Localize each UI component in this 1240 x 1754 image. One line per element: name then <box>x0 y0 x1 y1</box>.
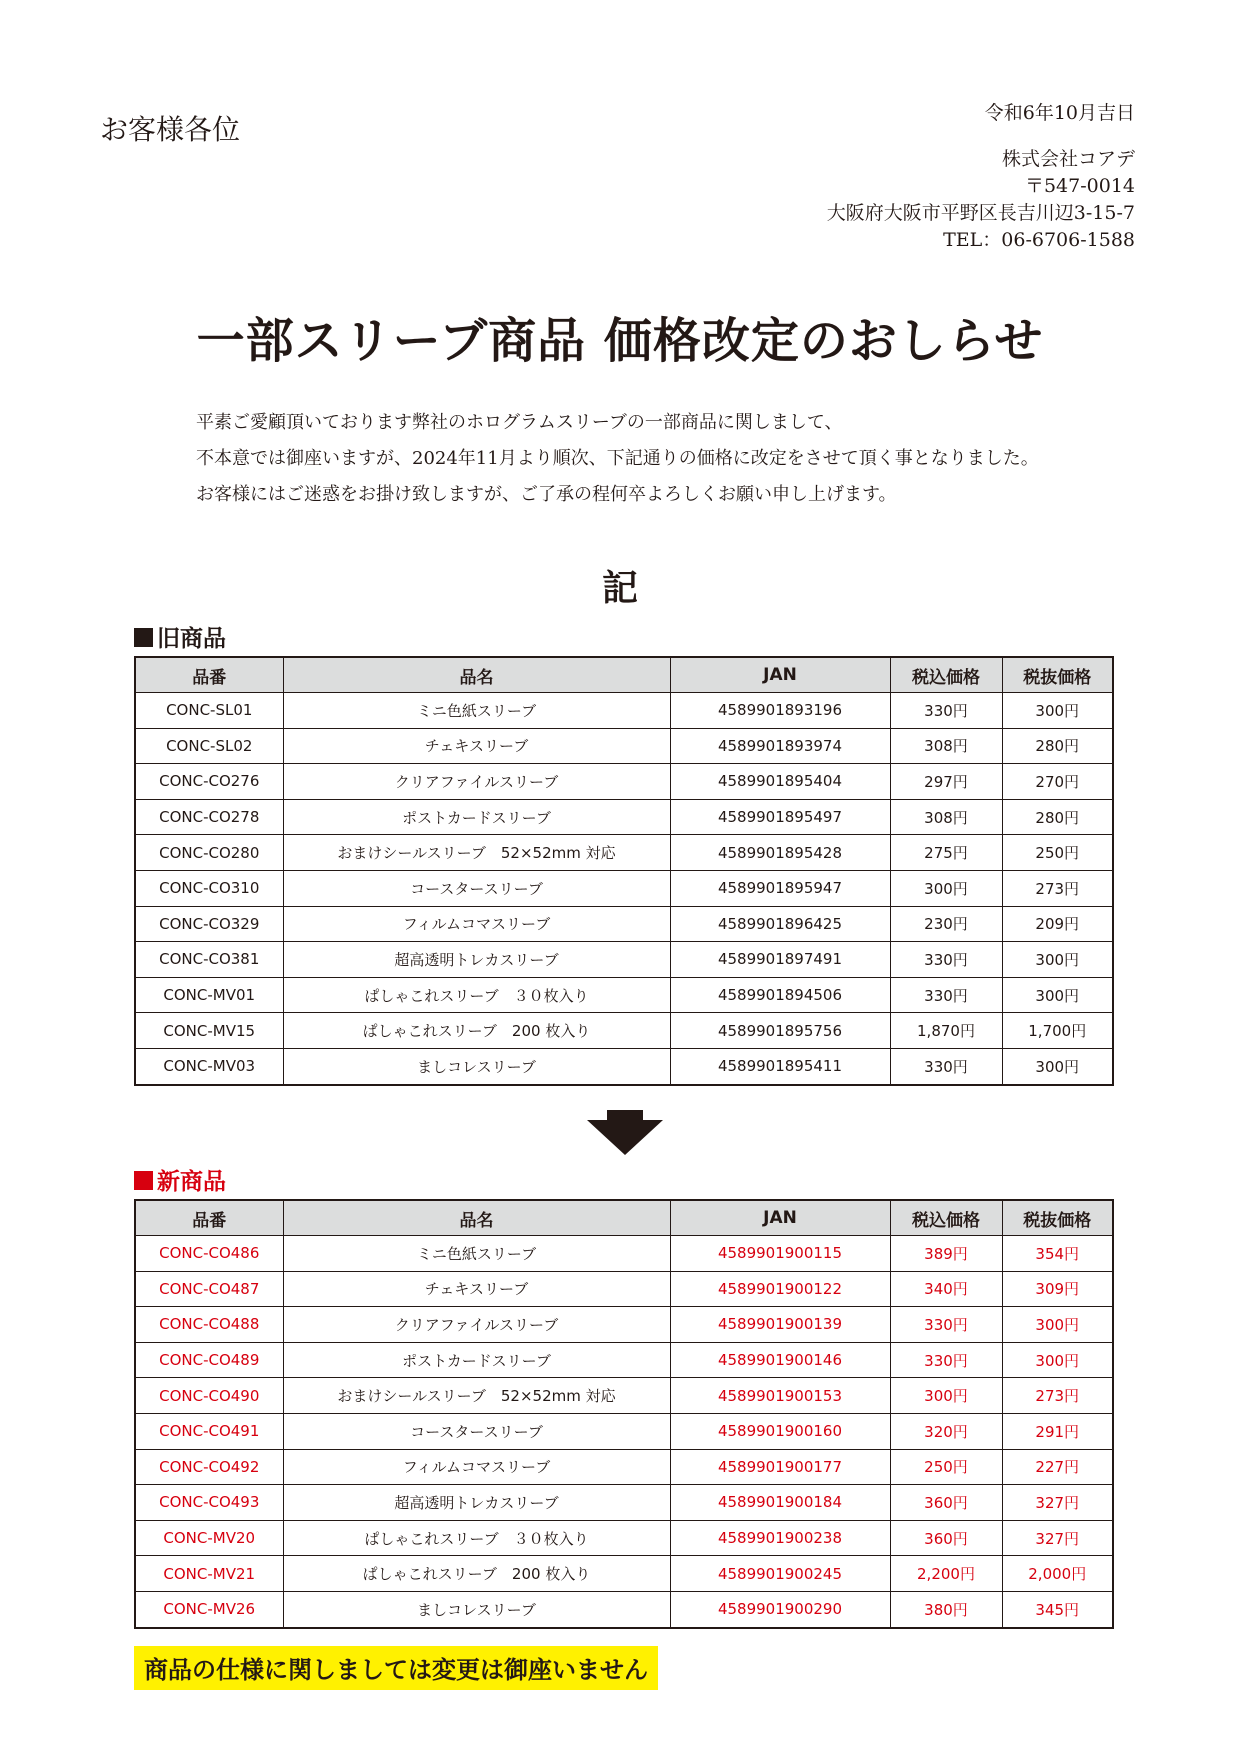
table-row <box>135 1048 1113 1084</box>
table-header-row <box>135 657 1113 693</box>
price-incl-cell: 330円 <box>890 693 1002 729</box>
jan-cell: 4589901893196 <box>670 693 890 729</box>
product-code-cell: CONC-CO276 <box>135 764 283 800</box>
price-incl-cell: 330円 <box>890 942 1002 978</box>
product-name-cell: クリアファイルスリーブ <box>283 764 670 800</box>
table-row <box>135 1013 1113 1049</box>
intro-line: 不本意では御座いますが、2024年11月より順次、下記通りの価格に改定をさせて頂く事となりました。 <box>196 448 1039 469</box>
price-excl-cell: 2,000円 <box>1002 1556 1113 1592</box>
price-excl-cell: 209円 <box>1002 906 1113 942</box>
product-code-cell: CONC-CO280 <box>135 835 283 871</box>
product-name-cell: フィルムコマスリーブ <box>283 1449 670 1485</box>
price-incl-cell: 308円 <box>890 799 1002 835</box>
old-products-heading-label: 旧商品 <box>157 626 226 652</box>
old-products-table <box>134 656 1114 1086</box>
price-incl-cell: 330円 <box>890 1342 1002 1378</box>
price-excl-cell: 354円 <box>1002 1236 1113 1272</box>
product-code-cell: CONC-CO492 <box>135 1449 283 1485</box>
column-header-code: 品番 <box>135 1200 283 1236</box>
price-incl-cell: 380円 <box>890 1591 1002 1627</box>
table-row <box>135 1520 1113 1556</box>
table-row <box>135 942 1113 978</box>
jan-cell: 4589901895947 <box>670 870 890 906</box>
table-row <box>135 1449 1113 1485</box>
table-row <box>135 906 1113 942</box>
price-excl-cell: 327円 <box>1002 1485 1113 1521</box>
square-bullet-icon <box>134 1171 153 1190</box>
price-excl-cell: 280円 <box>1002 799 1113 835</box>
product-name-cell: ポストカードスリーブ <box>283 1342 670 1378</box>
column-header-price-excl: 税抜価格 <box>1002 1200 1113 1236</box>
jan-cell: 4589901895756 <box>670 1013 890 1049</box>
product-code-cell: CONC-CO278 <box>135 799 283 835</box>
jan-cell: 4589901900115 <box>670 1236 890 1272</box>
product-name-cell: チェキスリーブ <box>283 1271 670 1307</box>
jan-cell: 4589901896425 <box>670 906 890 942</box>
product-code-cell: CONC-CO329 <box>135 906 283 942</box>
jan-cell: 4589901895428 <box>670 835 890 871</box>
jan-cell: 4589901895497 <box>670 799 890 835</box>
recipient-line: お客様各位 <box>100 113 241 146</box>
table-row <box>135 1271 1113 1307</box>
price-incl-cell: 389円 <box>890 1236 1002 1272</box>
table-row <box>135 1307 1113 1343</box>
price-excl-cell: 280円 <box>1002 728 1113 764</box>
product-name-cell: 超高透明トレカスリーブ <box>283 1485 670 1521</box>
company-address: 大阪府大阪市平野区長吉川辺3-15-7 <box>826 202 1135 224</box>
jan-cell: 4589901900160 <box>670 1413 890 1449</box>
jan-cell: 4589901900290 <box>670 1591 890 1627</box>
product-code-cell: CONC-MV26 <box>135 1591 283 1627</box>
price-incl-cell: 300円 <box>890 870 1002 906</box>
price-excl-cell: 300円 <box>1002 1342 1113 1378</box>
price-excl-cell: 250円 <box>1002 835 1113 871</box>
product-name-cell: ポストカードスリーブ <box>283 799 670 835</box>
price-incl-cell: 360円 <box>890 1520 1002 1556</box>
page-title: 一部スリーブ商品 価格改定のおしらせ <box>196 313 1044 369</box>
price-excl-cell: 309円 <box>1002 1271 1113 1307</box>
product-code-cell: CONC-CO310 <box>135 870 283 906</box>
intro-line: お客様にはご迷惑をお掛け致しますが、ご了承の程何卒よろしくお願い申し上げます。 <box>196 484 897 505</box>
price-excl-cell: 300円 <box>1002 942 1113 978</box>
price-incl-cell: 275円 <box>890 835 1002 871</box>
price-excl-cell: 300円 <box>1002 1307 1113 1343</box>
jan-cell: 4589901895404 <box>670 764 890 800</box>
table-row <box>135 799 1113 835</box>
price-incl-cell: 360円 <box>890 1485 1002 1521</box>
product-name-cell: ましコレスリーブ <box>283 1591 670 1627</box>
column-header-price-incl: 税込価格 <box>890 657 1002 693</box>
price-excl-cell: 1,700円 <box>1002 1013 1113 1049</box>
down-arrow-icon <box>587 1110 663 1155</box>
price-incl-cell: 2,200円 <box>890 1556 1002 1592</box>
table-row <box>135 1413 1113 1449</box>
jan-cell: 4589901900245 <box>670 1556 890 1592</box>
column-header-code: 品番 <box>135 657 283 693</box>
table-row <box>135 1485 1113 1521</box>
product-name-cell: ミニ色紙スリーブ <box>283 1236 670 1272</box>
jan-cell: 4589901900177 <box>670 1449 890 1485</box>
column-header-jan: JAN <box>670 657 890 693</box>
price-excl-cell: 227円 <box>1002 1449 1113 1485</box>
column-header-name: 品名 <box>283 1200 670 1236</box>
new-products-heading <box>134 1163 226 1196</box>
table-row <box>135 977 1113 1013</box>
product-name-cell: ぱしゃこれスリーブ ３０枚入り <box>283 1520 670 1556</box>
ki-heading: 記 <box>601 567 638 609</box>
jan-cell: 4589901900146 <box>670 1342 890 1378</box>
product-code-cell: CONC-SL01 <box>135 693 283 729</box>
price-excl-cell: 300円 <box>1002 977 1113 1013</box>
price-incl-cell: 1,870円 <box>890 1013 1002 1049</box>
intro-line: 平素ご愛顧頂いております弊社のホログラムスリーブの一部商品に関しまして、 <box>196 412 843 433</box>
table-row <box>135 728 1113 764</box>
product-name-cell: ぱしゃこれスリーブ ３０枚入り <box>283 977 670 1013</box>
column-header-price-excl: 税抜価格 <box>1002 657 1113 693</box>
product-code-cell: CONC-CO488 <box>135 1307 283 1343</box>
table-row <box>135 1556 1113 1592</box>
jan-cell: 4589901897491 <box>670 942 890 978</box>
price-incl-cell: 250円 <box>890 1449 1002 1485</box>
table-row <box>135 1591 1113 1627</box>
table-row <box>135 870 1113 906</box>
product-name-cell: フィルムコマスリーブ <box>283 906 670 942</box>
postal-code: 〒547-0014 <box>1024 175 1135 197</box>
price-incl-cell: 340円 <box>890 1271 1002 1307</box>
product-name-cell: ましコレスリーブ <box>283 1048 670 1084</box>
product-code-cell: CONC-MV01 <box>135 977 283 1013</box>
price-incl-cell: 320円 <box>890 1413 1002 1449</box>
company-name: 株式会社コアデ <box>1001 148 1135 170</box>
price-incl-cell: 230円 <box>890 906 1002 942</box>
product-name-cell: チェキスリーブ <box>283 728 670 764</box>
table-row <box>135 693 1113 729</box>
product-name-cell: おまけシールスリーブ 52×52mm 対応 <box>283 835 670 871</box>
table-row <box>135 1378 1113 1414</box>
product-name-cell: クリアファイルスリーブ <box>283 1307 670 1343</box>
column-header-price-incl: 税込価格 <box>890 1200 1002 1236</box>
product-code-cell: CONC-MV21 <box>135 1556 283 1592</box>
product-code-cell: CONC-MV20 <box>135 1520 283 1556</box>
price-excl-cell: 300円 <box>1002 693 1113 729</box>
table-row <box>135 835 1113 871</box>
jan-cell: 4589901900184 <box>670 1485 890 1521</box>
product-name-cell: コースタースリーブ <box>283 1413 670 1449</box>
column-header-name: 品名 <box>283 657 670 693</box>
price-incl-cell: 330円 <box>890 1307 1002 1343</box>
product-code-cell: CONC-CO489 <box>135 1342 283 1378</box>
jan-cell: 4589901900238 <box>670 1520 890 1556</box>
product-name-cell: おまけシールスリーブ 52×52mm 対応 <box>283 1378 670 1414</box>
company-tel: TEL：06-6706-1588 <box>943 229 1135 251</box>
jan-cell: 4589901900139 <box>670 1307 890 1343</box>
product-code-cell: CONC-CO490 <box>135 1378 283 1414</box>
table-row <box>135 1236 1113 1272</box>
jan-cell: 4589901900153 <box>670 1378 890 1414</box>
jan-cell: 4589901893974 <box>670 728 890 764</box>
product-code-cell: CONC-MV03 <box>135 1048 283 1084</box>
new-products-table <box>134 1199 1114 1629</box>
old-products-heading <box>134 620 226 653</box>
product-code-cell: CONC-MV15 <box>135 1013 283 1049</box>
table-row <box>135 1342 1113 1378</box>
price-incl-cell: 330円 <box>890 1048 1002 1084</box>
jan-cell: 4589901895411 <box>670 1048 890 1084</box>
product-code-cell: CONC-CO487 <box>135 1271 283 1307</box>
price-incl-cell: 297円 <box>890 764 1002 800</box>
new-products-heading-label: 新商品 <box>157 1169 226 1195</box>
price-excl-cell: 300円 <box>1002 1048 1113 1084</box>
jan-cell: 4589901894506 <box>670 977 890 1013</box>
spec-unchanged-note: 商品の仕様に関しましては変更は御座いません <box>134 1646 658 1690</box>
square-bullet-icon <box>134 628 153 647</box>
price-excl-cell: 270円 <box>1002 764 1113 800</box>
table-row <box>135 764 1113 800</box>
product-name-cell: ぱしゃこれスリーブ 200 枚入り <box>283 1013 670 1049</box>
price-incl-cell: 308円 <box>890 728 1002 764</box>
product-code-cell: CONC-CO381 <box>135 942 283 978</box>
table-header-row <box>135 1200 1113 1236</box>
issue-date: 令和6年10月吉日 <box>984 102 1135 124</box>
price-excl-cell: 273円 <box>1002 870 1113 906</box>
price-incl-cell: 330円 <box>890 977 1002 1013</box>
sender-block <box>827 146 1135 254</box>
product-code-cell: CONC-CO493 <box>135 1485 283 1521</box>
product-code-cell: CONC-CO486 <box>135 1236 283 1272</box>
product-name-cell: ぱしゃこれスリーブ 200 枚入り <box>283 1556 670 1592</box>
product-code-cell: CONC-SL02 <box>135 728 283 764</box>
intro-paragraph <box>196 405 1039 513</box>
price-excl-cell: 327円 <box>1002 1520 1113 1556</box>
product-code-cell: CONC-CO491 <box>135 1413 283 1449</box>
jan-cell: 4589901900122 <box>670 1271 890 1307</box>
product-name-cell: ミニ色紙スリーブ <box>283 693 670 729</box>
product-name-cell: 超高透明トレカスリーブ <box>283 942 670 978</box>
product-name-cell: コースタースリーブ <box>283 870 670 906</box>
price-excl-cell: 291円 <box>1002 1413 1113 1449</box>
column-header-jan: JAN <box>670 1200 890 1236</box>
price-excl-cell: 273円 <box>1002 1378 1113 1414</box>
price-incl-cell: 300円 <box>890 1378 1002 1414</box>
price-excl-cell: 345円 <box>1002 1591 1113 1627</box>
